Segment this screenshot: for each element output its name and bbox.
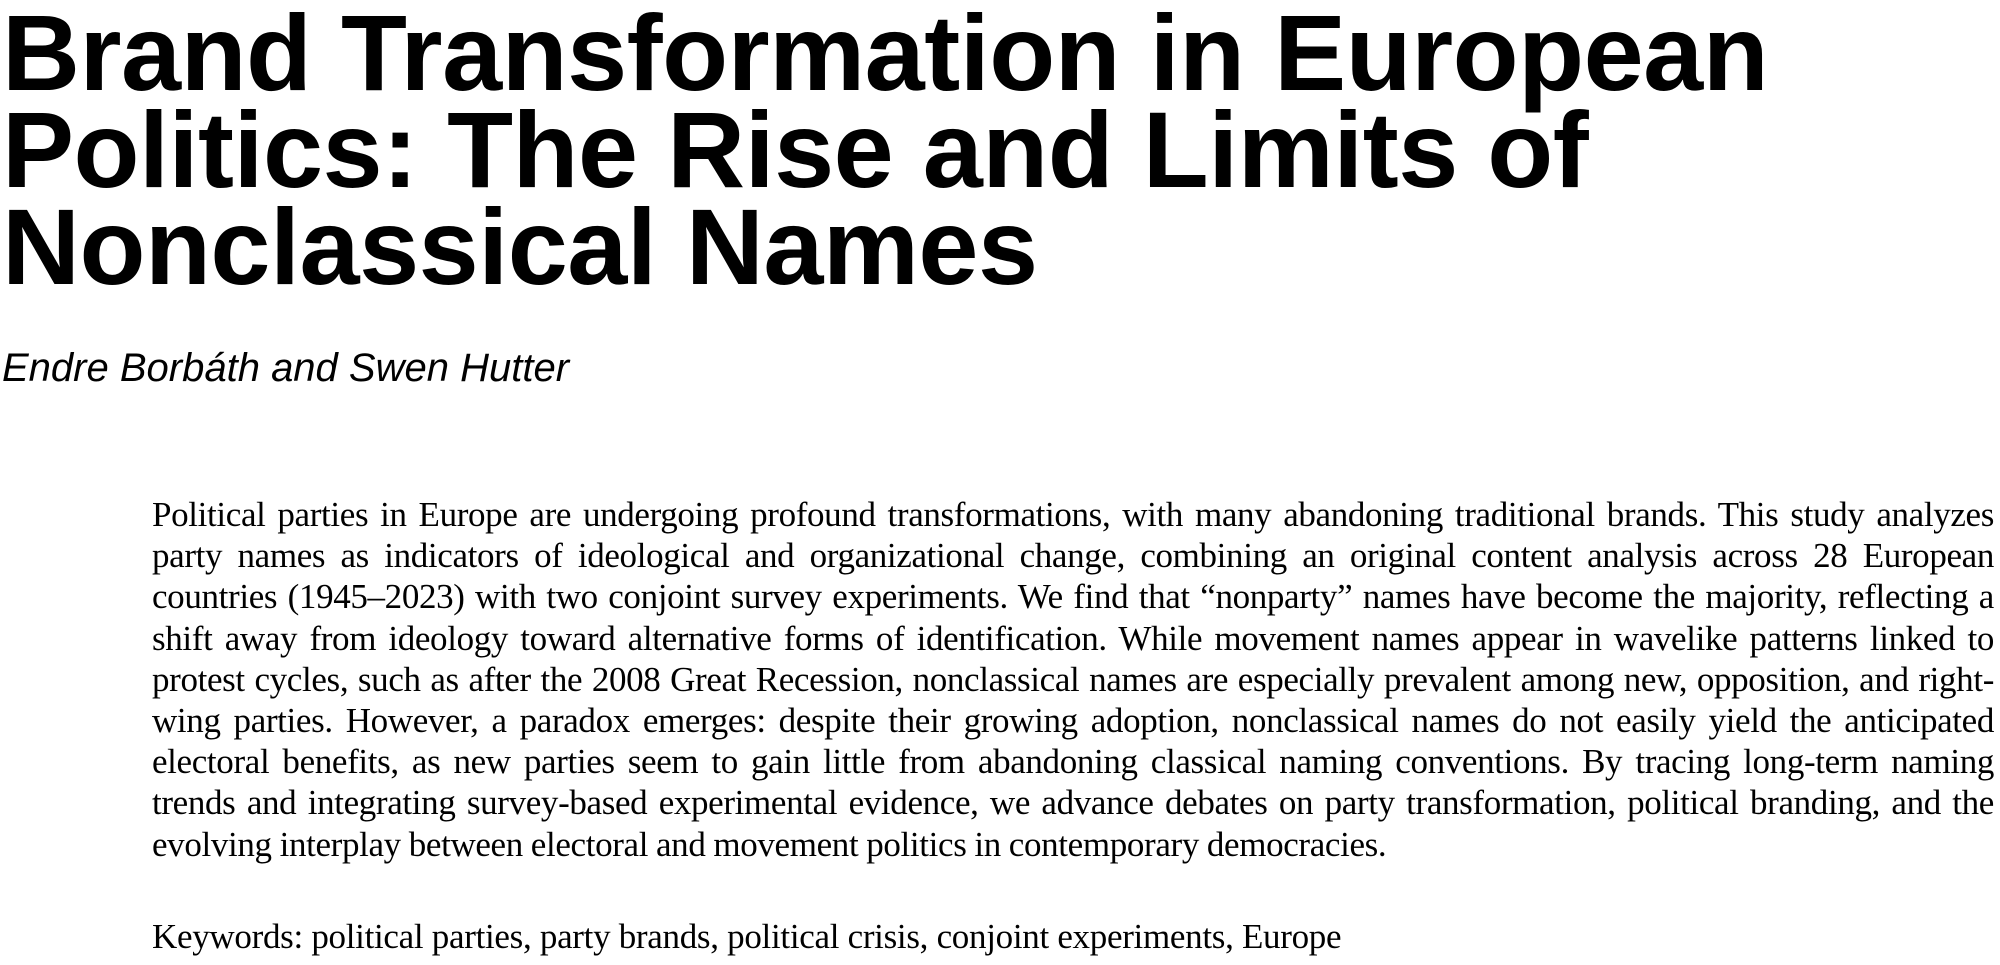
paper-keywords: Keywords: political parties, party brands, political crisis, conjoint experiments, Europe: [152, 917, 1342, 956]
paper-authors: Endre Borbáth and Swen Hutter: [2, 346, 570, 390]
paper-abstract: Political parties in Europe are undergoing profound transformations, with many abandoning traditional brands. This study analyzes party names as indicators of ideological and organizational change, combining an original content analysis across 28 European countries (1945–2023) with two conjoint survey experiments. We find that “nonparty” names have become the majority, reflecting a shift away from ideology toward alternative forms of identification. While movement names appear in wavelike patterns linked to protest cycles, such as after the 2008 Great Recession, nonclassical names are especially prevalent among new, opposition, and right-wing parties. However, a paradox emerges: despite their growing adoption, nonclassical names do not easily yield the anticipated electoral benefits, as new parties seem to gain little from abandoning classical naming conventions. By tracing long-term naming trends and integrating survey-based experimental evidence, we advance debates on party transformation, political branding, and the evolving interplay between electoral and movement politics in contemporary democracies.: [152, 495, 1994, 864]
paper-title: Brand Transformation in European Politics: The Rise and Limits of Nonclassical Names: [2, 0, 1769, 307]
